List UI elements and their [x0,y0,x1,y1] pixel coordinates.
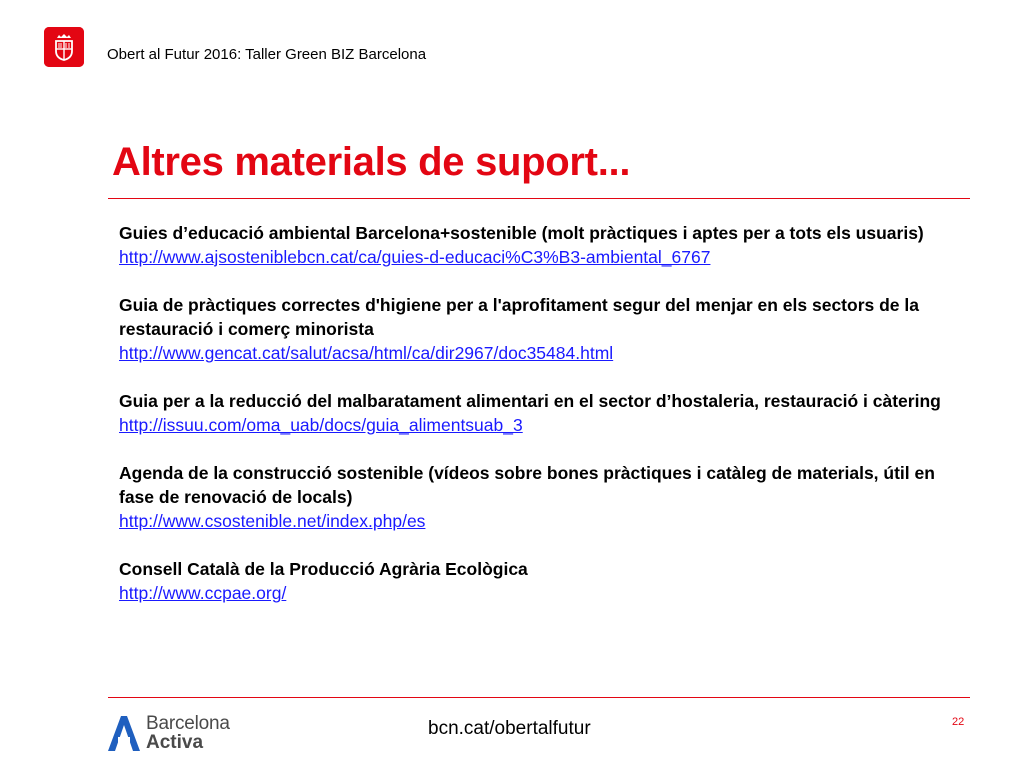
resource-entry-ccpae [119,557,967,605]
ajuntament-logo-icon [44,27,84,67]
presentation-header-title: Obert al Futur 2016: Taller Green BIZ Barcelona [107,46,427,63]
brand-name-line2: Activa [146,732,204,753]
resource-link[interactable]: http://www.ajsosteniblebcn.cat/ca/guies-d-educaci%C3%B3-ambiental_6767 [119,247,711,267]
resource-description: Guies d’educació ambiental Barcelona+sostenible (molt pràctiques i aptes per a tots els usuaris) [119,223,924,243]
resource-entry-agenda-construccio [119,461,967,533]
resource-entry-guia-higiene [119,293,967,365]
resource-description: Guia de pràctiques correctes d'higiene per a l'aprofitament segur del menjar en els sectors de la restauració i comerç minorista [119,295,919,339]
title-divider [108,198,970,199]
resource-link[interactable]: http://issuu.com/oma_uab/docs/guia_alimentsuab_3 [119,415,523,435]
brand-name-line1: Barcelona [146,713,230,734]
resource-entry-guia-malbaratament [119,389,967,437]
resource-entry-guies-educacio [119,221,967,269]
footer-divider [108,697,970,698]
resource-description: Consell Català de la Producció Agrària Ecològica [119,559,528,579]
materials-list [119,221,967,629]
slide-title: Altres materials de suport... [112,140,631,184]
resource-link[interactable]: http://www.gencat.cat/salut/acsa/html/ca/dir2967/doc35484.html [119,343,614,363]
resource-description: Guia per a la reducció del malbaratament alimentari en el sector d’hostaleria, restauració i càtering [119,391,941,411]
resource-link[interactable]: http://www.csostenible.net/index.php/es [119,511,426,531]
page-number: 22 [952,716,965,728]
barcelona-activa-icon [105,713,143,753]
resource-link[interactable]: http://www.ccpae.org/ [119,583,287,603]
resource-description: Agenda de la construcció sostenible (vídeos sobre bones pràctiques i catàleg de materials, útil en fase de renovació de locals) [119,463,935,507]
footer-url: bcn.cat/obertalfutur [428,718,591,739]
barcelona-activa-logo [105,713,245,753]
